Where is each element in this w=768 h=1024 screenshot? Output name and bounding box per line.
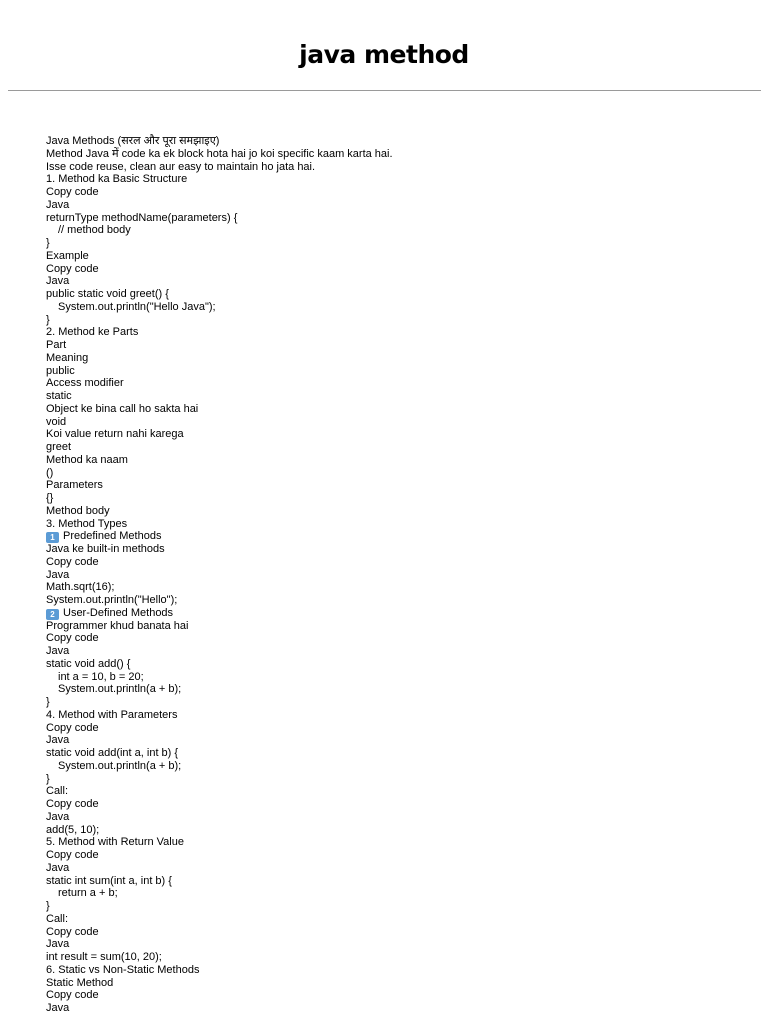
text-line (46, 989, 746, 1002)
line-text: User-Defined Methods (63, 606, 174, 619)
text-line (46, 658, 746, 671)
line-text: System.out.println("Hello Java"); (58, 300, 216, 313)
line-text: Java (46, 275, 70, 288)
line-text: Static Method (46, 976, 114, 989)
line-text: Example (46, 249, 89, 262)
text-line (46, 556, 746, 569)
line-text: int a = 10, b = 20; (58, 670, 144, 683)
text-line (46, 186, 746, 199)
text-line (46, 836, 746, 849)
line-text: } (46, 900, 50, 912)
text-line (46, 824, 746, 837)
text-line (46, 913, 746, 926)
document-body (46, 135, 746, 1015)
text-line (46, 594, 746, 607)
text-line (46, 199, 746, 212)
text-line (46, 275, 746, 288)
line-text: System.out.println("Hello"); (46, 594, 178, 606)
text-line (46, 696, 746, 709)
text-line (46, 862, 746, 875)
text-line (46, 709, 746, 722)
line-text: public (46, 364, 75, 377)
text-line (46, 479, 746, 492)
text-line (46, 938, 746, 951)
line-text: () (46, 466, 54, 479)
line-text: Copy code (46, 555, 99, 568)
text-line (46, 951, 746, 964)
line-text: 6. Static vs Non-Static Methods (46, 963, 200, 976)
number-keycap-icon: 2 (46, 609, 59, 620)
line-text: Java Methods (सरल और पूरा समझाइए) (46, 135, 220, 147)
line-text: System.out.println(a + b); (58, 683, 182, 696)
line-text: {} (46, 492, 54, 504)
line-text: 1. Method ka Basic Structure (46, 173, 188, 186)
line-text: 5. Method with Return Value (46, 836, 184, 849)
line-text: } (46, 696, 50, 708)
text-line (46, 569, 746, 582)
line-text: greet (46, 441, 72, 453)
text-line (46, 365, 746, 378)
line-text: int result = sum(10, 20); (46, 951, 162, 963)
text-line (46, 734, 746, 747)
text-line (46, 441, 746, 454)
text-line (46, 148, 746, 161)
line-text: } (46, 772, 50, 785)
text-line (46, 288, 746, 301)
line-text: add(5, 10); (46, 823, 100, 836)
line-text: 4. Method with Parameters (46, 708, 178, 721)
text-line (46, 390, 746, 403)
text-line (46, 518, 746, 531)
line-text: Copy code (46, 849, 99, 861)
text-line (46, 263, 746, 276)
line-text: Java (46, 645, 70, 657)
line-text: Parameters (46, 479, 103, 492)
text-line (46, 505, 746, 518)
text-line (46, 683, 746, 696)
line-text: System.out.println(a + b); (58, 759, 182, 772)
line-text: static (46, 390, 72, 402)
line-text: } (46, 313, 50, 326)
line-text: Part (46, 339, 67, 351)
line-text: } (46, 237, 50, 249)
text-line (46, 849, 746, 862)
text-line (46, 811, 746, 824)
title-divider (8, 90, 761, 91)
text-line (46, 926, 746, 939)
text-line (46, 671, 746, 684)
text-line (46, 416, 746, 429)
page-title: java method (299, 40, 469, 69)
line-text: Object ke bina call ho sakta hai (46, 402, 199, 415)
line-text: static void add(int a, int b) { (46, 747, 179, 759)
text-line (46, 773, 746, 786)
text-line (46, 352, 746, 365)
line-text: Method ka naam (46, 453, 128, 466)
line-text: Math.sqrt(16); (46, 581, 115, 594)
line-text: Java (46, 198, 70, 211)
text-line (46, 1002, 746, 1015)
line-text: Java (46, 734, 70, 747)
text-line (46, 747, 746, 760)
line-text: Java (46, 1002, 70, 1014)
text-line (46, 161, 746, 174)
line-text: Java (46, 810, 70, 823)
line-text: 3. Method Types (46, 517, 128, 530)
line-text: Koi value return nahi karega (46, 428, 184, 441)
line-text: Copy code (46, 989, 99, 1002)
line-text: Copy code (46, 632, 99, 645)
text-line (46, 785, 746, 798)
text-line (46, 250, 746, 263)
text-line (46, 632, 746, 645)
text-line (46, 212, 746, 225)
text-line (46, 645, 746, 658)
line-text: Copy code (46, 721, 99, 734)
line-text: Predefined Methods (63, 530, 162, 543)
line-text: Method body (46, 504, 110, 517)
text-line (46, 964, 746, 977)
text-line (46, 492, 746, 505)
line-text: Meaning (46, 351, 89, 364)
text-line (46, 224, 746, 237)
number-keycap-icon: 1 (46, 532, 59, 543)
text-line (46, 301, 746, 314)
line-text: void (46, 415, 67, 428)
text-line (46, 314, 746, 327)
text-line (46, 135, 746, 148)
text-line (46, 620, 746, 633)
text-line (46, 428, 746, 441)
text-line (46, 581, 746, 594)
line-text: Method Java में code ka ek block hota hai jo koi specific kaam karta hai. (46, 147, 393, 160)
text-line (46, 798, 746, 811)
line-text: Copy code (46, 262, 99, 275)
line-text: static int sum(int a, int b) { (46, 874, 172, 887)
line-text: Programmer khud banata hai (46, 619, 189, 632)
line-text: Copy code (46, 798, 99, 810)
line-text: 2. Method ke Parts (46, 326, 139, 339)
line-text: Java (46, 938, 70, 951)
text-line (46, 326, 746, 339)
section-heading-line (46, 607, 746, 620)
line-text: Java (46, 861, 70, 874)
section-heading-line (46, 530, 746, 543)
line-text: public static void greet() { (46, 288, 169, 300)
text-line (46, 722, 746, 735)
text-line (46, 339, 746, 352)
line-text: return a + b; (58, 887, 118, 900)
text-line (46, 454, 746, 467)
line-text: Isse code reuse, clean aur easy to maintain ho jata hai. (46, 160, 316, 173)
line-text: Call: (46, 912, 69, 925)
line-text: // method body (58, 224, 131, 237)
line-text: Call: (46, 785, 69, 798)
line-text: Java (46, 568, 70, 581)
line-text: Copy code (46, 925, 99, 938)
text-line (46, 377, 746, 390)
line-text: Java ke built-in methods (46, 543, 165, 555)
line-text: static void add() { (46, 657, 131, 670)
text-line (46, 760, 746, 773)
line-text: returnType methodName(parameters) { (46, 211, 238, 224)
text-line (46, 977, 746, 990)
text-line (46, 875, 746, 888)
text-line (46, 403, 746, 416)
line-text: Access modifier (46, 377, 124, 390)
text-line (46, 900, 746, 913)
text-line (46, 173, 746, 186)
text-line (46, 467, 746, 480)
text-line (46, 887, 746, 900)
text-line (46, 543, 746, 556)
text-line (46, 237, 746, 250)
line-text: Copy code (46, 186, 99, 198)
